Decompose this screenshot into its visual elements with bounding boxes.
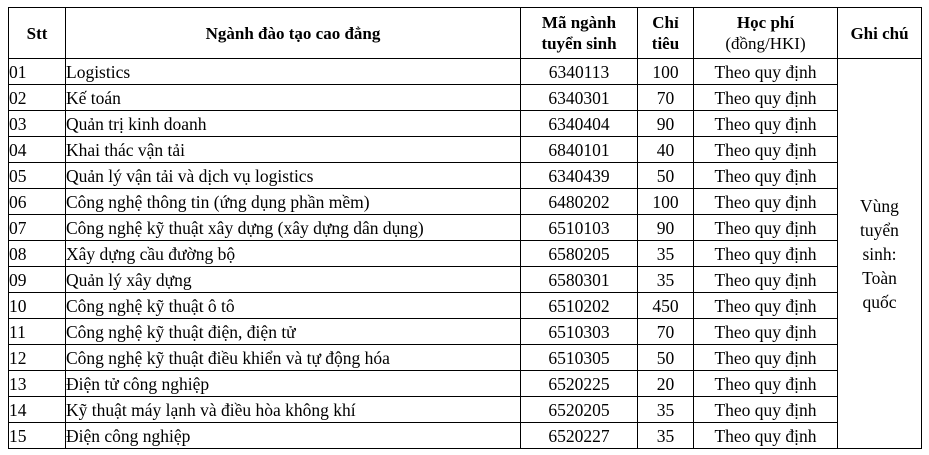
cell-quota: 35	[638, 241, 694, 267]
cell-code: 6580301	[521, 267, 638, 293]
header-note: Ghi chú	[838, 8, 922, 59]
header-quota-line2: tiêu	[651, 34, 680, 53]
cell-stt: 07	[9, 215, 66, 241]
cell-stt: 02	[9, 85, 66, 111]
table-body	[9, 59, 922, 449]
note-line: tuyển	[860, 219, 899, 240]
cell-quota: 40	[638, 137, 694, 163]
cell-fee: Theo quy định	[694, 319, 838, 345]
table-row	[9, 267, 922, 293]
table-row	[9, 215, 922, 241]
cell-code: 6840101	[521, 137, 638, 163]
cell-quota: 100	[638, 59, 694, 85]
cell-program: Quản lý vận tải và dịch vụ logistics	[66, 163, 521, 189]
cell-stt: 09	[9, 267, 66, 293]
table-header-row	[9, 8, 922, 59]
cell-code: 6510202	[521, 293, 638, 319]
table-row	[9, 163, 922, 189]
cell-stt: 14	[9, 397, 66, 423]
cell-program: Logistics	[66, 59, 521, 85]
cell-code: 6580205	[521, 241, 638, 267]
cell-program: Điện công nghiệp	[66, 423, 521, 449]
table-row	[9, 319, 922, 345]
table-row	[9, 397, 922, 423]
cell-program: Kế toán	[66, 85, 521, 111]
cell-fee: Theo quy định	[694, 423, 838, 449]
cell-code: 6340113	[521, 59, 638, 85]
cell-quota: 70	[638, 85, 694, 111]
cell-program: Công nghệ thông tin (ứng dụng phần mềm)	[66, 189, 521, 215]
cell-program: Điện tử công nghiệp	[66, 371, 521, 397]
cell-quota: 35	[638, 267, 694, 293]
cell-stt: 05	[9, 163, 66, 189]
cell-stt: 10	[9, 293, 66, 319]
header-fee	[694, 8, 838, 59]
cell-quota: 35	[638, 423, 694, 449]
cell-stt: 08	[9, 241, 66, 267]
cell-code: 6510303	[521, 319, 638, 345]
cell-stt: 06	[9, 189, 66, 215]
cell-note	[838, 59, 922, 449]
note-line: Toàn	[862, 267, 897, 288]
cell-stt: 12	[9, 345, 66, 371]
cell-program: Kỹ thuật máy lạnh và điều hòa không khí	[66, 397, 521, 423]
cell-fee: Theo quy định	[694, 397, 838, 423]
table-row	[9, 137, 922, 163]
cell-code: 6510103	[521, 215, 638, 241]
cell-fee: Theo quy định	[694, 267, 838, 293]
cell-quota: 90	[638, 215, 694, 241]
header-quota	[638, 8, 694, 59]
table-row	[9, 59, 922, 85]
cell-quota: 100	[638, 189, 694, 215]
table-row	[9, 111, 922, 137]
cell-quota: 50	[638, 345, 694, 371]
cell-fee: Theo quy định	[694, 371, 838, 397]
cell-code: 6340404	[521, 111, 638, 137]
table-row	[9, 189, 922, 215]
cell-program: Công nghệ kỹ thuật xây dựng (xây dựng dân dụng)	[66, 215, 521, 241]
cell-program: Khai thác vận tải	[66, 137, 521, 163]
cell-program: Quản trị kinh doanh	[66, 111, 521, 137]
admissions-table	[8, 7, 922, 449]
cell-fee: Theo quy định	[694, 241, 838, 267]
cell-fee: Theo quy định	[694, 189, 838, 215]
cell-code: 6340439	[521, 163, 638, 189]
note-line: quốc	[862, 291, 897, 312]
cell-code: 6520205	[521, 397, 638, 423]
cell-quota: 50	[638, 163, 694, 189]
table-row	[9, 85, 922, 111]
table-row	[9, 423, 922, 449]
cell-code: 6340301	[521, 85, 638, 111]
cell-fee: Theo quy định	[694, 85, 838, 111]
cell-stt: 11	[9, 319, 66, 345]
cell-fee: Theo quy định	[694, 59, 838, 85]
cell-code: 6510305	[521, 345, 638, 371]
header-stt: Stt	[9, 8, 66, 59]
header-code-line2: tuyển sinh	[541, 34, 617, 53]
cell-quota: 20	[638, 371, 694, 397]
cell-program: Công nghệ kỹ thuật điện, điện tử	[66, 319, 521, 345]
cell-stt: 15	[9, 423, 66, 449]
cell-fee: Theo quy định	[694, 111, 838, 137]
cell-stt: 03	[9, 111, 66, 137]
header-fee-line1: Học phí	[736, 13, 795, 32]
note-line: sinh:	[862, 243, 897, 264]
header-fee-line2: (đồng/HKI)	[725, 34, 806, 53]
cell-fee: Theo quy định	[694, 163, 838, 189]
table-row	[9, 345, 922, 371]
cell-quota: 35	[638, 397, 694, 423]
cell-stt: 13	[9, 371, 66, 397]
cell-quota: 90	[638, 111, 694, 137]
cell-fee: Theo quy định	[694, 137, 838, 163]
cell-fee: Theo quy định	[694, 215, 838, 241]
cell-program: Công nghệ kỹ thuật điều khiển và tự động hóa	[66, 345, 521, 371]
cell-stt: 01	[9, 59, 66, 85]
cell-quota: 450	[638, 293, 694, 319]
cell-program: Công nghệ kỹ thuật ô tô	[66, 293, 521, 319]
header-program: Ngành đào tạo cao đẳng	[66, 8, 521, 59]
note-line: Vùng	[860, 195, 899, 216]
cell-code: 6520227	[521, 423, 638, 449]
header-quota-line1: Chỉ	[652, 13, 679, 32]
cell-fee: Theo quy định	[694, 293, 838, 319]
cell-code: 6480202	[521, 189, 638, 215]
header-code-line1: Mã ngành	[541, 13, 617, 32]
cell-fee: Theo quy định	[694, 345, 838, 371]
table-row	[9, 241, 922, 267]
cell-code: 6520225	[521, 371, 638, 397]
cell-program: Quản lý xây dựng	[66, 267, 521, 293]
cell-quota: 70	[638, 319, 694, 345]
table-row	[9, 293, 922, 319]
cell-stt: 04	[9, 137, 66, 163]
cell-program: Xây dựng cầu đường bộ	[66, 241, 521, 267]
header-code	[521, 8, 638, 59]
table-row	[9, 371, 922, 397]
